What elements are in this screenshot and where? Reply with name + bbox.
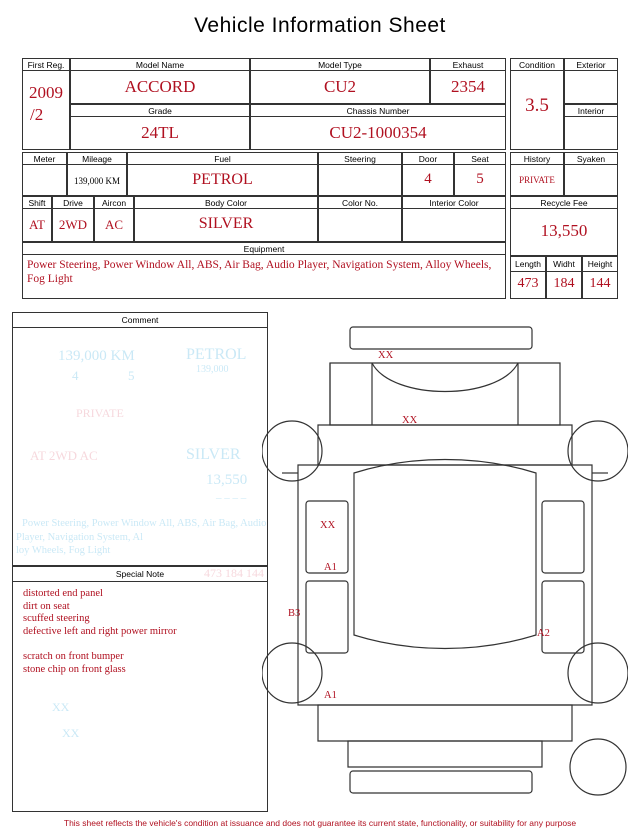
special-note-line: stone chip on front glass xyxy=(23,663,126,675)
condition-label: Condition xyxy=(519,60,555,70)
shift-value: AT xyxy=(29,217,45,232)
recycle-fee-label: Recycle Fee xyxy=(540,198,588,208)
model-type-header xyxy=(250,58,430,71)
equipment-label: Equipment xyxy=(243,244,285,254)
grade-cell xyxy=(70,117,250,150)
width-label: Widht xyxy=(553,259,575,269)
exhaust-label: Exhaust xyxy=(452,60,484,70)
aircon-label: Aircon xyxy=(101,198,127,208)
recycle-fee-header xyxy=(510,196,618,209)
damage-code-mark: A1 xyxy=(324,690,337,701)
syaken-label: Syaken xyxy=(576,154,606,164)
meter-header xyxy=(22,152,67,165)
model-type-label: Model Type xyxy=(318,60,362,70)
equipment-value: Power Steering, Power Window All, ABS, Air Bag, Audio Player, Navigation System, Alloy Wheels, Fog Light xyxy=(27,259,492,285)
mileage-label: Mileage xyxy=(82,154,112,164)
comment-value xyxy=(13,328,267,336)
history-cell xyxy=(510,165,564,196)
history-value: PRIVATE xyxy=(519,175,555,185)
watermark-text: XX xyxy=(62,726,80,740)
damage-code-mark: XX xyxy=(402,415,418,426)
condition-header xyxy=(510,58,564,71)
exhaust-value: 2354 xyxy=(451,77,485,96)
watermark-text: AT 2WD AC xyxy=(30,448,98,463)
interior-label: Interior xyxy=(577,106,605,116)
length-label: Length xyxy=(515,259,541,269)
grade-header xyxy=(70,104,250,117)
door-header xyxy=(402,152,454,165)
chassis-number-header xyxy=(250,104,506,117)
interior-color-cell xyxy=(402,209,506,242)
drive-value: 2WD xyxy=(58,217,88,232)
watermark-text: 5 xyxy=(128,368,135,383)
damage-code-mark: A2 xyxy=(537,628,550,639)
mileage-value: 139,000 KM xyxy=(73,176,120,186)
width-header xyxy=(546,256,582,272)
grade-value: 24TL xyxy=(141,123,179,142)
aircon-header xyxy=(94,196,134,209)
damage-code-mark: B3 xyxy=(288,608,301,619)
special-note-line: scratch on front bumper xyxy=(23,650,124,662)
watermark-text: SILVER xyxy=(186,446,241,463)
chassis-number-label: Chassis Number xyxy=(346,106,410,116)
equipment-header xyxy=(22,242,506,255)
special-note-line: dirt on seat xyxy=(23,600,70,612)
history-label: History xyxy=(523,154,551,164)
door-label: Door xyxy=(418,154,438,164)
body-color-label: Body Color xyxy=(204,198,248,208)
color-no-cell xyxy=(318,209,402,242)
special-note-line: scuffed steering xyxy=(23,613,90,625)
aircon-value: AC xyxy=(104,217,124,232)
vehicle-diagram xyxy=(262,305,628,805)
interior-color-header xyxy=(402,196,506,209)
height-label: Height xyxy=(587,259,613,269)
exhaust-cell xyxy=(430,71,506,104)
watermark-text: Player, Navigation System, Al xyxy=(16,532,144,543)
syaken-cell xyxy=(564,165,618,196)
recycle-fee-cell xyxy=(510,209,618,256)
steering-label: Steering xyxy=(344,154,376,164)
special-note-cell xyxy=(12,582,268,812)
exterior-cell xyxy=(564,71,618,104)
special-note-line xyxy=(23,638,261,651)
model-type-cell xyxy=(250,71,430,104)
fuel-value: PETROL xyxy=(192,171,253,188)
seat-header xyxy=(454,152,506,165)
mileage-cell xyxy=(67,165,127,196)
watermark-text: PETROL xyxy=(186,346,247,363)
special-note-label: Special Note xyxy=(115,569,165,579)
special-note-header xyxy=(12,566,268,582)
model-name-label: Model Name xyxy=(135,60,185,70)
body-color-header xyxy=(134,196,318,209)
shift-cell xyxy=(22,209,52,242)
first-reg-year: 2009 xyxy=(29,83,63,102)
page-title: Vehicle Information Sheet xyxy=(194,14,446,37)
shift-label: Shift xyxy=(28,198,46,208)
recycle-fee-value: 13,550 xyxy=(540,221,588,240)
damage-code-mark: A1 xyxy=(324,562,337,573)
seat-cell xyxy=(454,165,506,196)
first-reg-cell xyxy=(22,71,70,150)
meter-cell xyxy=(22,165,67,196)
special-note-line: defective left and right power mirror xyxy=(23,625,177,637)
special-note-line: distorted end panel xyxy=(23,588,103,599)
first-reg-label: First Reg. xyxy=(27,60,65,70)
drive-label: Drive xyxy=(63,198,83,208)
color-no-header xyxy=(318,196,402,209)
watermark-text: 139,000 xyxy=(196,364,229,375)
first-reg-header xyxy=(22,58,70,71)
watermark-text: loy Wheels, Fog Light xyxy=(16,545,111,556)
chassis-number-value: CU2-1000354 xyxy=(329,123,427,142)
body-color-value: SILVER xyxy=(198,215,254,232)
comment-cell xyxy=(12,328,268,566)
history-header xyxy=(510,152,564,165)
watermark-text: 139,000 KM xyxy=(58,348,135,364)
damage-code-mark: XX xyxy=(378,350,394,361)
comment-label: Comment xyxy=(121,315,159,325)
model-type-value: CU2 xyxy=(323,77,357,96)
fuel-header xyxy=(127,152,318,165)
condition-cell xyxy=(510,71,564,150)
chassis-number-cell xyxy=(250,117,506,150)
exhaust-header xyxy=(430,58,506,71)
seat-value: 5 xyxy=(476,171,484,187)
length-value: 473 xyxy=(517,276,539,291)
condition-value: 3.5 xyxy=(525,95,549,116)
watermark-text: PRIVATE xyxy=(76,406,124,420)
drive-header xyxy=(52,196,94,209)
comment-header xyxy=(12,312,268,328)
door-cell xyxy=(402,165,454,196)
seat-label: Seat xyxy=(471,154,489,164)
drive-cell xyxy=(52,209,94,242)
height-cell xyxy=(582,272,618,299)
color-no-label: Color No. xyxy=(342,198,378,208)
width-value: 184 xyxy=(553,276,575,291)
model-name-header xyxy=(70,58,250,71)
meter-label: Meter xyxy=(33,154,56,164)
interior-cell xyxy=(564,117,618,150)
model-name-value: ACCORD xyxy=(124,77,196,96)
body-color-cell xyxy=(134,209,318,242)
aircon-cell xyxy=(94,209,134,242)
model-name-cell xyxy=(70,71,250,104)
mileage-header xyxy=(67,152,127,165)
steering-cell xyxy=(318,165,402,196)
exterior-header xyxy=(564,58,618,71)
watermark-text: Power Steering, Power Window All, ABS, Air Bag, Audio xyxy=(22,518,267,529)
special-note-list xyxy=(13,582,267,676)
watermark-text: XX xyxy=(52,700,70,714)
length-cell xyxy=(510,272,546,299)
grade-label: Grade xyxy=(148,106,172,116)
door-value: 4 xyxy=(424,171,432,187)
steering-header xyxy=(318,152,402,165)
watermark-text: 13,550 xyxy=(206,472,248,488)
interior-color-label: Interior Color xyxy=(429,198,479,208)
equipment-cell xyxy=(22,255,506,299)
shift-header xyxy=(22,196,52,209)
watermark-text: 4 xyxy=(72,368,79,383)
watermark-text: 473 184 144 xyxy=(204,566,264,580)
interior-header xyxy=(564,104,618,117)
disclaimer-footer: This sheet reflects the vehicle's condition at issuance and does not guarantee its current state, functionality, or suitability for any purpose xyxy=(63,818,577,828)
syaken-header xyxy=(564,152,618,165)
fuel-cell xyxy=(127,165,318,196)
fuel-label: Fuel xyxy=(214,154,231,164)
height-value: 144 xyxy=(589,276,611,291)
damage-code-mark: XX xyxy=(320,520,336,531)
watermark-text: – – – – xyxy=(216,492,247,504)
length-header xyxy=(510,256,546,272)
exterior-label: Exterior xyxy=(576,60,606,70)
width-cell xyxy=(546,272,582,299)
first-reg-month: /2 xyxy=(30,105,44,124)
height-header xyxy=(582,256,618,272)
